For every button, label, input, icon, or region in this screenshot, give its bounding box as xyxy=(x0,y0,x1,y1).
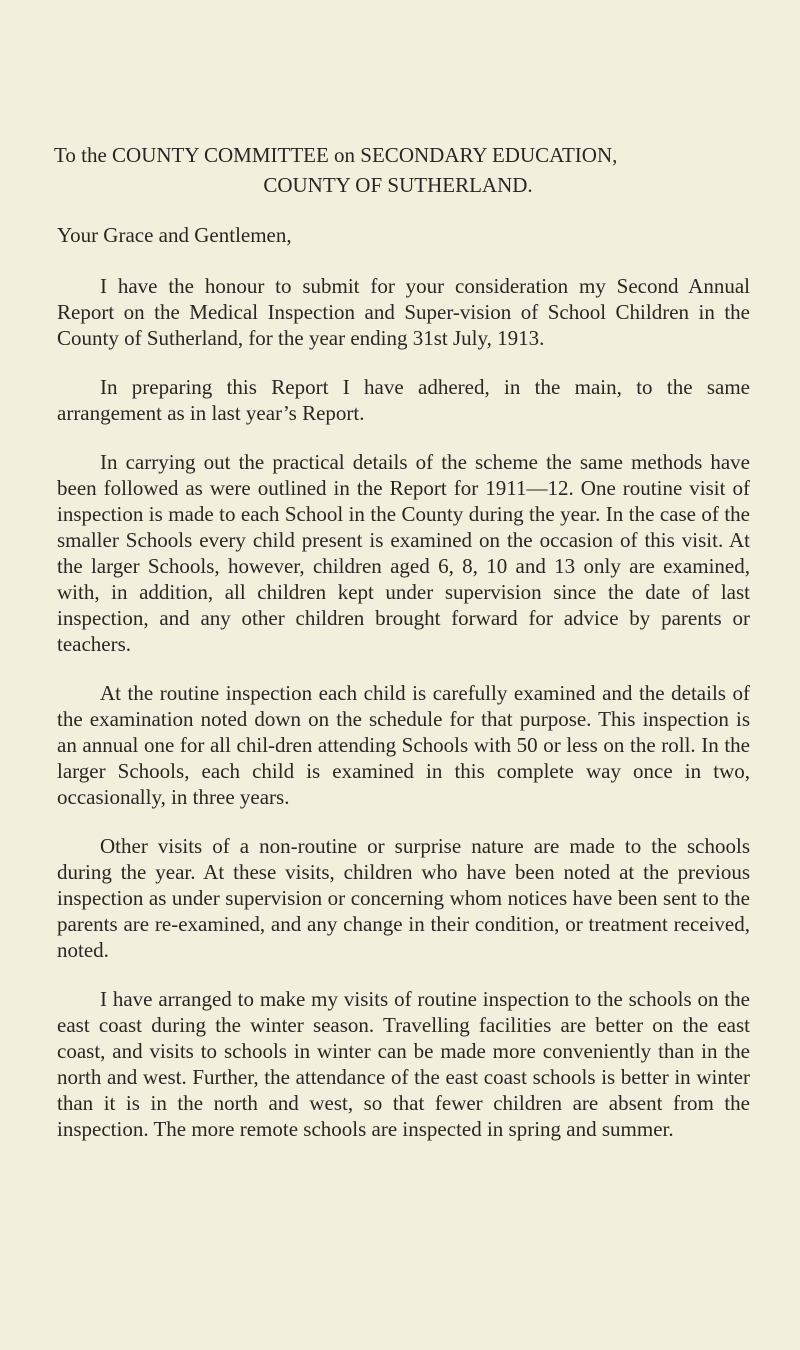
heading-line-addressee: To the COUNTY COMMITTEE on SECONDARY EDUCATION, xyxy=(54,143,618,167)
paragraph-arrangement: In preparing this Report I have adhered, in the main, to the same arrangement as in last year’s Report. xyxy=(57,375,750,425)
paragraph-methods: In carrying out the practical details of the scheme the same methods have been followed as were outlined in the Report for 1911—12. One routine visit of inspection is made to each School in the County during the year. In the case of the smaller Schools every child present is examined on the occasion of this visit. At the larger Schools, however, children aged 6, 8, 10 and 13 only are examined, with, in addition, all children kept under supervision since the date of last inspection, and any other children brought forward for advice by parents or teachers. xyxy=(57,450,750,656)
paragraph-submission: I have the honour to submit for your consideration my Second Annual Report on the Medical Inspection and Super-vision of School Children in the County of Sutherland, for the year ending 31st July, 1913. xyxy=(57,274,750,350)
paragraph-routine-inspection: At the routine inspection each child is carefully examined and the details of the examination noted down on the schedule for that purpose. This inspection is an annual one for all chil-dren attending Schools with 50 or less on the roll. In the larger Schools, each child is examined in this complete way once in two, occasionally, in three years. xyxy=(57,681,750,809)
document-heading xyxy=(54,141,750,200)
heading-line-county: COUNTY OF SUTHERLAND. xyxy=(263,173,533,197)
paragraph-seasonal-schedule: I have arranged to make my visits of routine inspection to the schools on the east coast during the winter season. Travelling facilities are better on the east coast, and visits to schools in winter can be made more conveniently than in the north and west. Further, the attendance of the east coast schools is better in winter than it is in the north and west, so that fewer children are absent from the inspection. The more remote schools are inspected in spring and summer. xyxy=(57,987,750,1141)
salutation: Your Grace and Gentlemen, xyxy=(57,223,292,247)
paragraph-non-routine-visits: Other visits of a non-routine or surprise nature are made to the schools during the year. At these visits, children who have been noted at the previous inspection as under supervision or concerning whom notices have been sent to the parents are re-examined, and any change in their condition, or treatment received, noted. xyxy=(57,834,750,962)
